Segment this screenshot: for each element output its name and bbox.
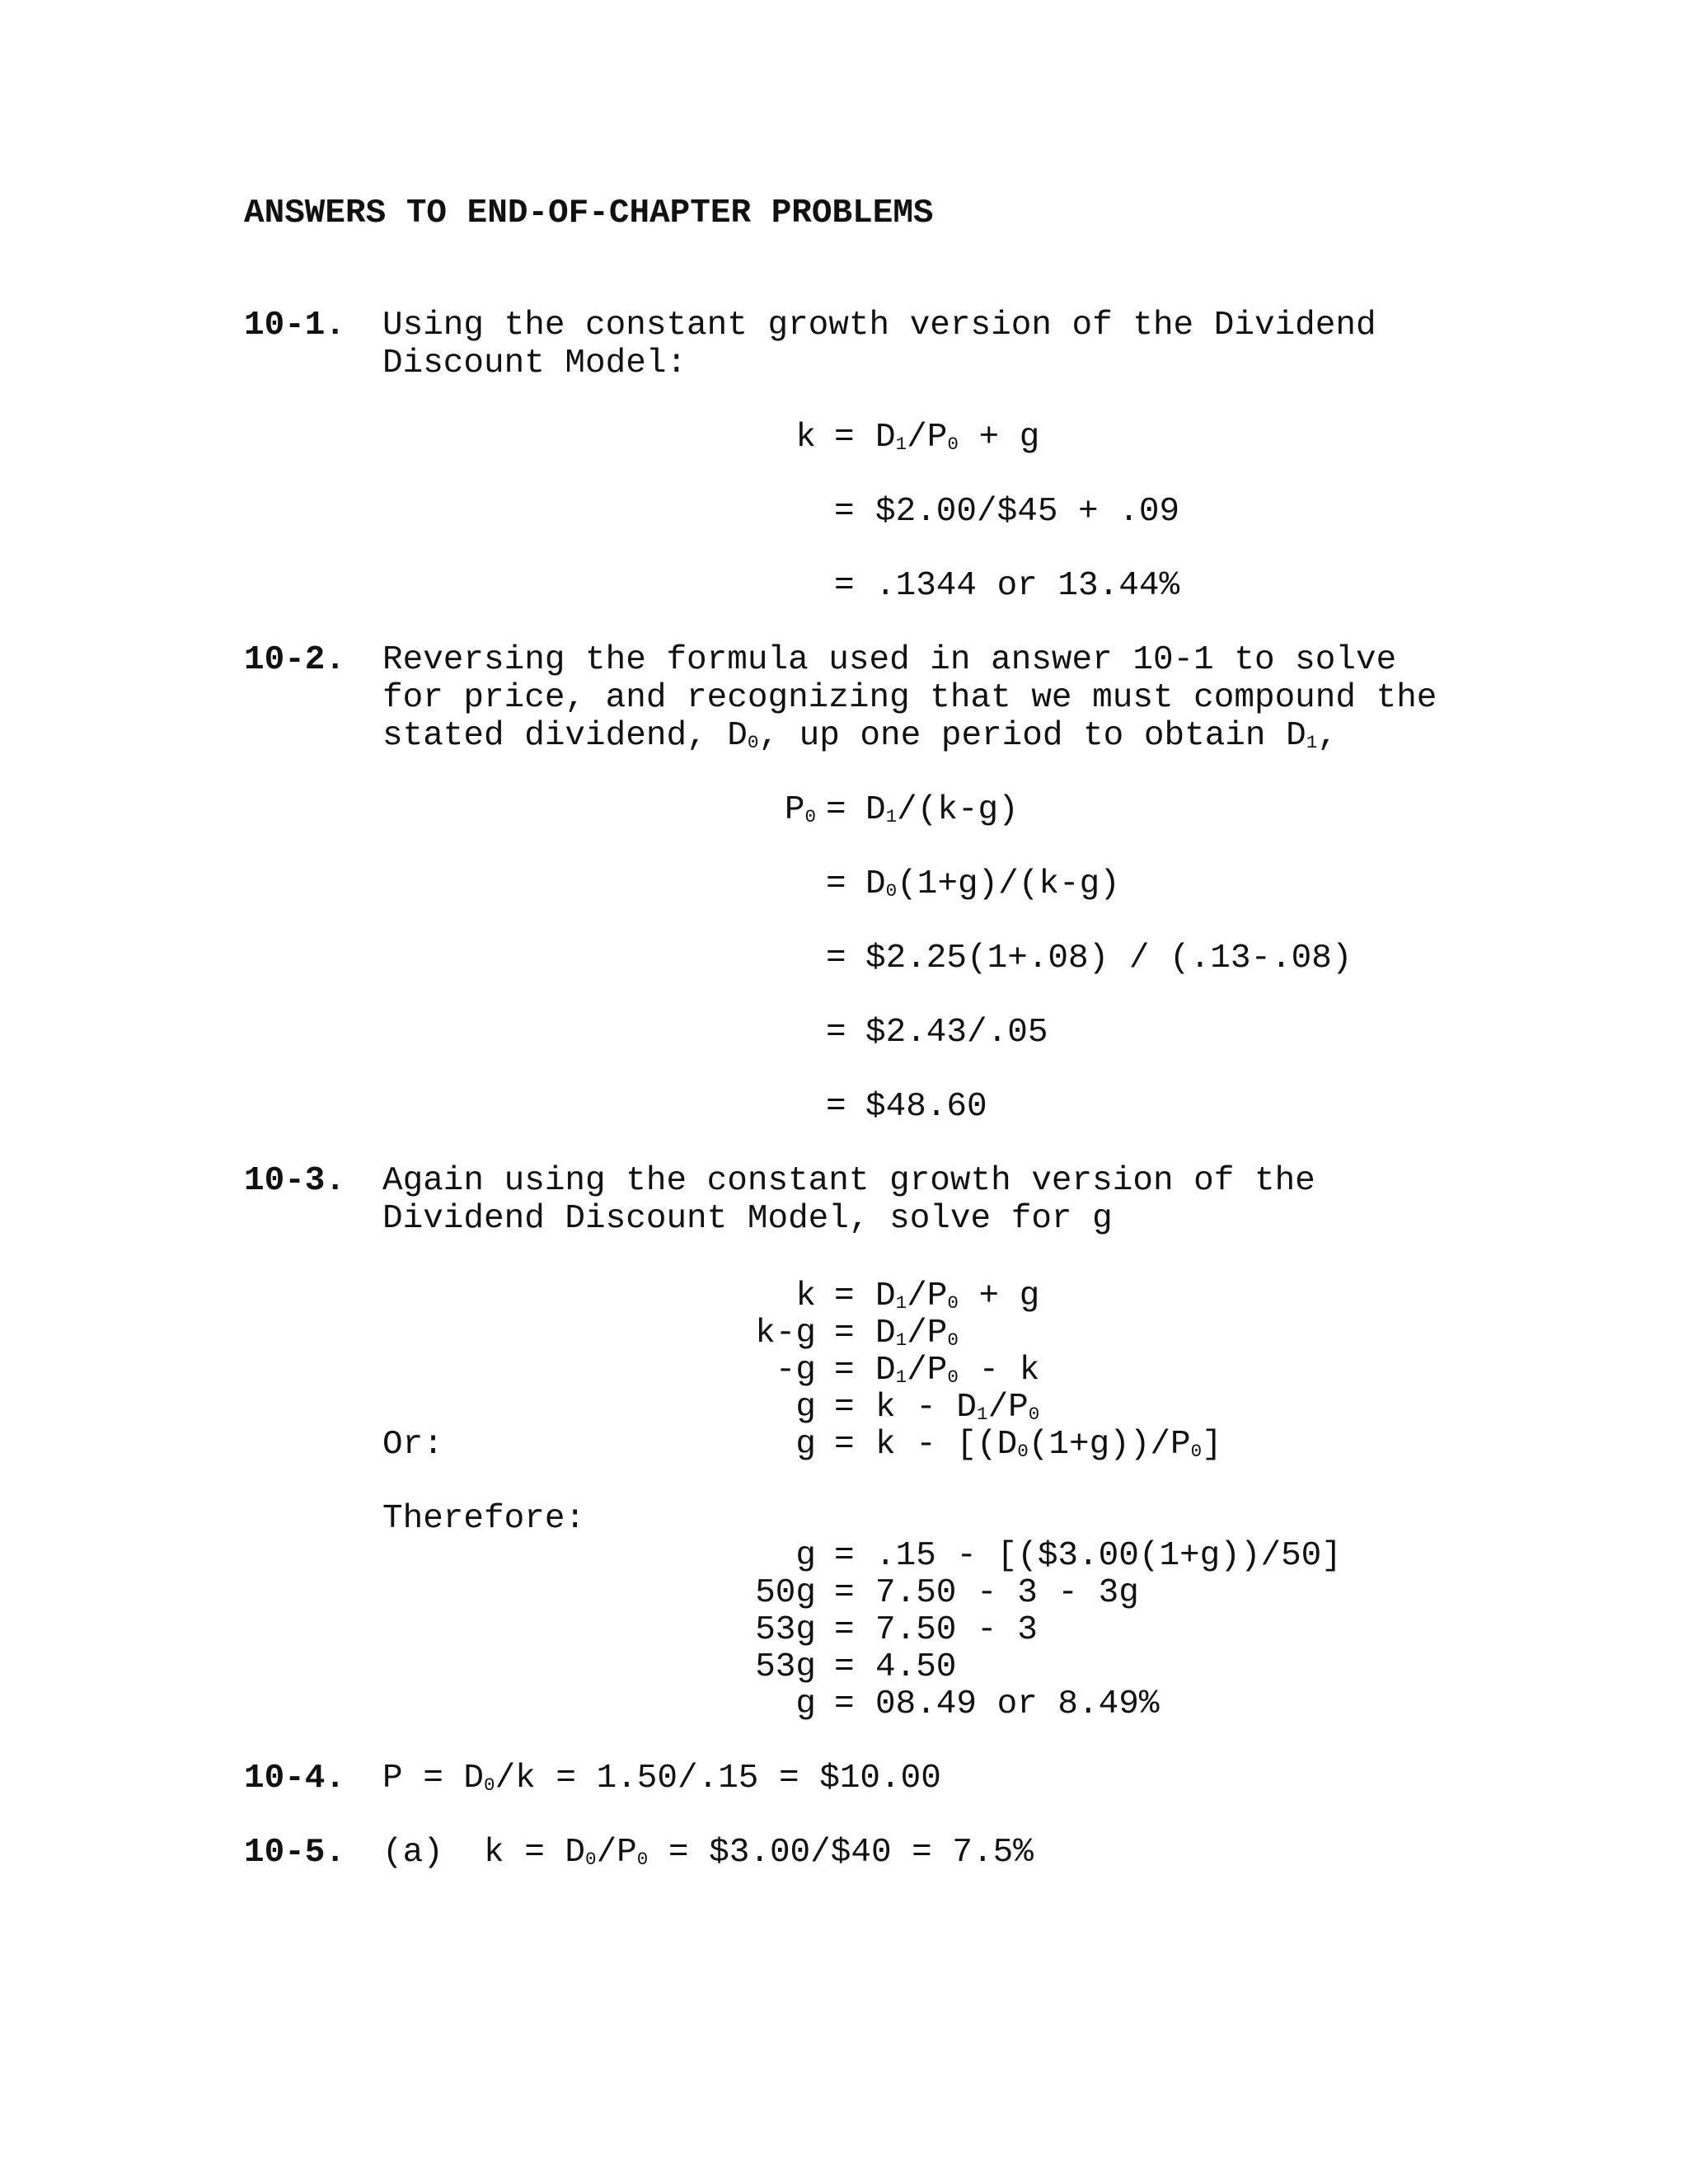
eq-rhs: .1344 or 13.44% [875, 567, 1180, 605]
eq-sign: = [826, 1088, 846, 1126]
eq-lhs: g [795, 1685, 816, 1723]
eq-rhs: $48.60 [865, 1088, 987, 1126]
eq-rhs: $2.25(1+.08) / (.13-.08) [865, 940, 1353, 977]
eq-lhs: 53g [755, 1648, 816, 1686]
eq-sign: = [834, 1685, 855, 1723]
eq-rhs: 08.49 or 8.49% [875, 1685, 1160, 1723]
eq-lhs: 50g [755, 1574, 816, 1612]
eq-rhs: .15 - [($3.00(1+g))/50] [875, 1537, 1342, 1575]
problem-10-1-text-line-2: Discount Model: [382, 344, 687, 382]
eq-sign: = [834, 1648, 855, 1686]
eq-sign: = [834, 1315, 855, 1352]
eq-sign: = [834, 1426, 855, 1464]
eq-sign: = [834, 1389, 855, 1427]
eq-rhs: $D_1/(k-g)$ [865, 791, 1019, 829]
eq-rhs: 4.50 [875, 1648, 957, 1686]
problem-number-10-5: 10-5. [244, 1834, 346, 1872]
eq-lhs: 53g [755, 1611, 816, 1649]
eq-lhs: g [795, 1426, 816, 1464]
eq-rhs: $2.43/.05 [865, 1014, 1048, 1052]
eq-lhs: $P_0$ [784, 791, 816, 829]
eq-sign: = [834, 493, 855, 531]
problem-10-2-text-line-2: for price, and recognizing that we must compound the [382, 679, 1437, 717]
eq-rhs: $D_1/P_0 + g$ [875, 419, 1040, 457]
eq-sign: = [834, 419, 855, 457]
eq-rhs: $k - [(D_0(1+g))/P_0]$ [875, 1426, 1222, 1464]
eq-sign: = [826, 791, 846, 829]
eq-rhs: 7.50 - 3 [875, 1611, 1038, 1649]
or-label: Or: [382, 1426, 443, 1464]
eq-sign: = [834, 1537, 855, 1575]
eq-lhs: g [795, 1389, 816, 1427]
eq-lhs: k [795, 1277, 816, 1315]
eq-sign: = [834, 567, 855, 605]
problem-10-5-text: (a) $k = D_0/P_0$ = $3.00/$40 = 7.5% [382, 1834, 1034, 1872]
problem-number-10-3: 10-3. [244, 1162, 346, 1200]
eq-rhs: $D_0(1+g)/(k-g)$ [865, 865, 1120, 903]
problem-10-4-text: $P = D_0/k = 1.50/.15$ = $10.00 [382, 1760, 941, 1797]
problem-10-2-text-line-1: Reversing the formula used in answer 10-1 to solve [382, 641, 1397, 679]
eq-rhs: k - $D_1/P_0$ [875, 1389, 1040, 1427]
page-heading: ANSWERS TO END-OF-CHAPTER PROBLEMS [244, 194, 934, 232]
problem-number-10-2: 10-2. [244, 641, 346, 679]
therefore-label: Therefore: [382, 1500, 586, 1538]
eq-rhs: $D_1/P_0$ [875, 1315, 959, 1352]
eq-lhs: k-g [755, 1315, 816, 1352]
eq-rhs: 7.50 - 3 - 3g [875, 1574, 1139, 1612]
problem-10-1-text-line-1: Using the constant growth version of the Dividend [382, 307, 1376, 344]
problem-10-2-text-line-3: stated dividend, $D_0$, up one period to obtain $D_1$, [382, 717, 1338, 755]
problem-10-3-text-line-1: Again using the constant growth version of the [382, 1162, 1315, 1200]
eq-sign: = [834, 1277, 855, 1315]
eq-sign: = [834, 1352, 855, 1390]
eq-sign: = [826, 865, 846, 903]
eq-rhs: $D_1/P_0$ - k [875, 1352, 1040, 1390]
problem-10-3-text-line-2: Dividend Discount Model, solve for g [382, 1200, 1113, 1238]
eq-sign: = [826, 940, 846, 977]
eq-lhs: -g [775, 1352, 816, 1390]
problem-number-10-1: 10-1. [244, 307, 346, 344]
eq-sign: = [834, 1611, 855, 1649]
eq-lhs: k [795, 419, 816, 457]
eq-rhs: $2.00/$45 + .09 [875, 493, 1180, 531]
eq-sign: = [834, 1574, 855, 1612]
eq-rhs: $D_1/P_0 + g$ [875, 1277, 1040, 1315]
eq-sign: = [826, 1014, 846, 1052]
eq-lhs: g [795, 1537, 816, 1575]
problem-number-10-4: 10-4. [244, 1760, 346, 1797]
